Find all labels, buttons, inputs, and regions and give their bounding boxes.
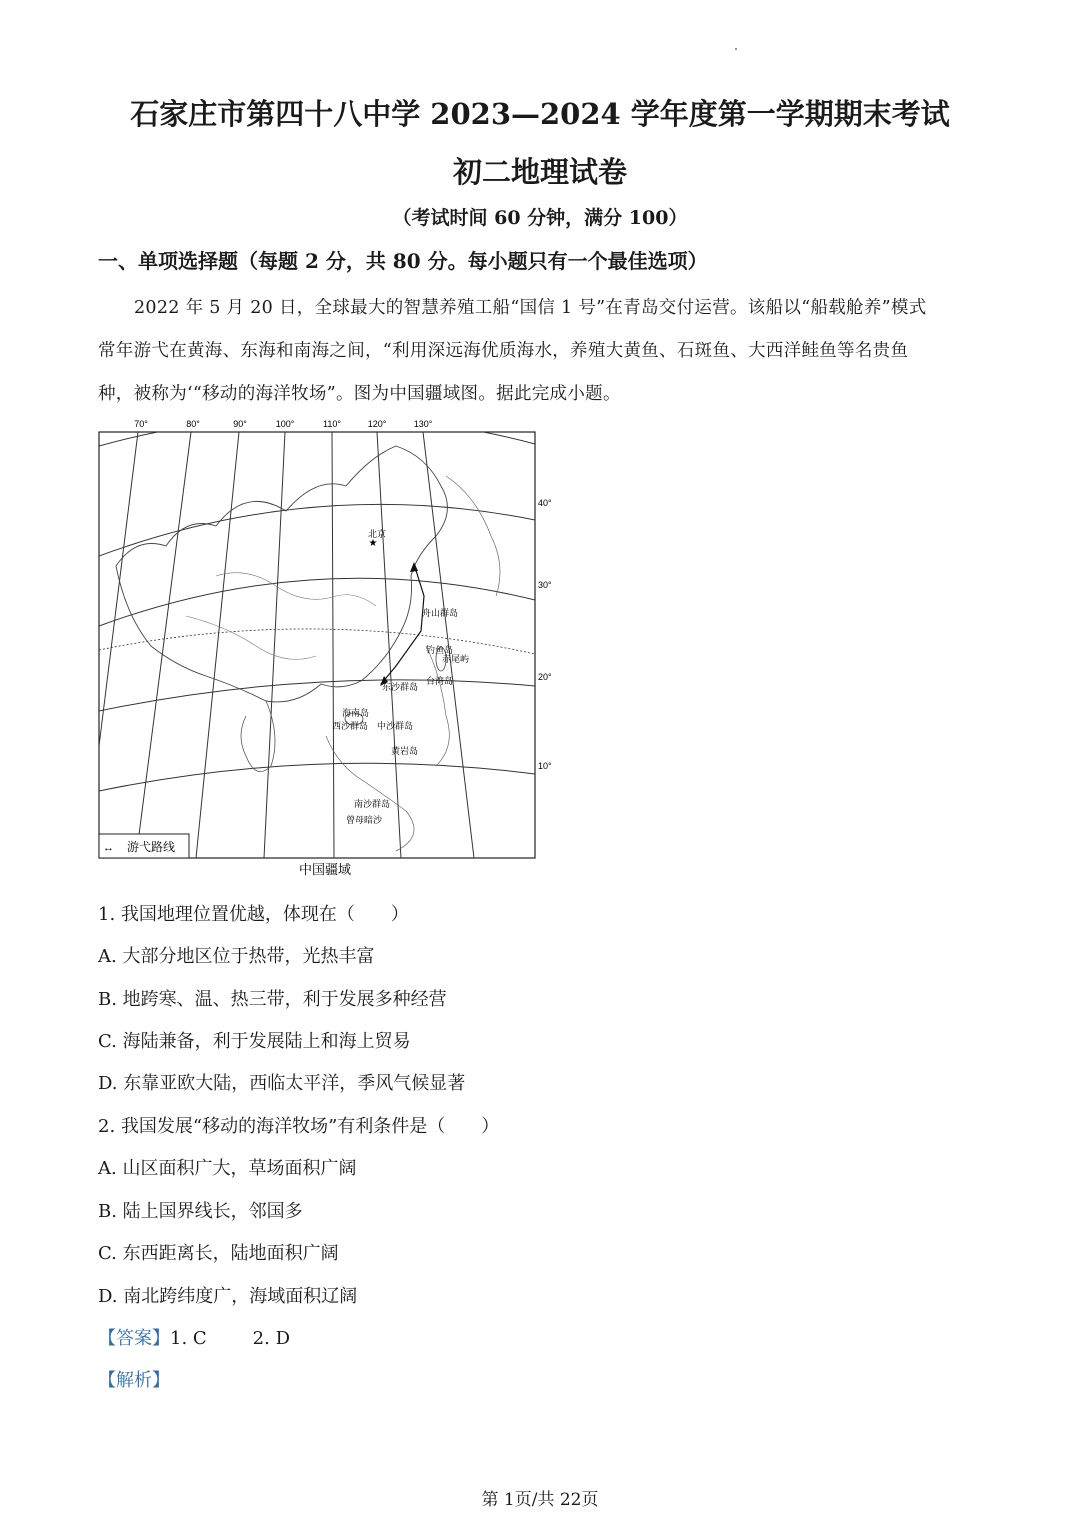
china-territory-map (96, 416, 552, 884)
lat-label-30: 30° (538, 580, 552, 590)
question-2-option-a: A. 山区面积广大，草场面积广阔 (98, 1158, 357, 1179)
place-huangyan: 黄岩岛 (391, 746, 419, 756)
lat-label-10: 10° (538, 761, 552, 771)
intro-line-1: 2022 年 5 月 20 日，全球最大的智慧养殖工船“国信 1 号”在青岛交付运营。该船以“船载舱养”模式 (134, 298, 927, 318)
intro-passage (98, 287, 982, 416)
question-2-option-c: C. 东西距离长，陆地面积广阔 (98, 1243, 339, 1264)
place-zengmu: 曾母暗沙 (346, 815, 383, 825)
exam-title: 石家庄市第四十八中学 2023—2024 学年度第一学期期末考试 (130, 97, 950, 131)
beijing-star-icon: ★ (368, 538, 378, 549)
intro-line-2: 常年游弋在黄海、东海和南海之间，“利用深远海优质海水，养殖大黄鱼、石斑鱼、大西洋鲑鱼等名贵鱼 (98, 341, 909, 361)
lat-label-20: 20° (538, 672, 552, 682)
map-frame (99, 432, 535, 858)
lon-label-110: 110° (323, 419, 341, 429)
lon-label-90: 90° (233, 419, 247, 429)
answer-tag: 【答案】 (98, 1328, 170, 1349)
lat-label-40: 40° (538, 498, 552, 508)
analysis-tag: 【解析】 (98, 1370, 170, 1391)
question-1-option-d: D. 东靠亚欧大陆，西临太平洋，季风气候显著 (98, 1073, 466, 1094)
place-hainan: 海南岛 (342, 708, 370, 718)
question-1-stem: 1. 我国地理位置优越，体现在（ ） (98, 904, 409, 925)
exam-info: （考试时间 60 分钟，满分 100） (392, 207, 688, 229)
question-2-stem: 2. 我国发展“移动的海洋牧场”有利条件是（ ） (98, 1116, 500, 1137)
lon-label-80: 80° (186, 419, 200, 429)
section-heading: 一、单项选择题（每题 2 分，共 80 分。每小题只有一个最佳选项） (98, 249, 708, 273)
place-nansha: 南沙群岛 (354, 799, 391, 809)
intro-line-3: 种，被称为‘“移动的海洋牧场”。图为中国疆域图。据此完成小题。 (98, 384, 621, 404)
question-1-option-a: A. 大部分地区位于热带，光热丰富 (98, 946, 375, 967)
question-1-option-b: B. 地跨寒、温、热三带，利于发展多种经营 (98, 989, 447, 1010)
place-taiwan: 台湾岛 (426, 676, 454, 686)
speck-mark (735, 48, 737, 50)
answer-1: 1. C (170, 1328, 207, 1349)
lon-label-100: 100° (275, 419, 295, 429)
lon-label-130: 130° (413, 419, 433, 429)
place-diaoyu: 钓鱼岛 (426, 645, 454, 655)
lon-label-70: 70° (134, 419, 148, 429)
question-2-option-d: D. 南北跨纬度广，海域面积辽阔 (98, 1286, 358, 1307)
place-chiwei: 赤尾屿 (442, 654, 470, 664)
page-number: 第 1页/共 22页 (481, 1490, 599, 1510)
answer-2: 2. D (252, 1328, 290, 1349)
map-caption: 中国疆域 (298, 862, 352, 877)
legend-label: 游弋路线 (127, 840, 176, 854)
analysis-line (98, 1366, 170, 1392)
exam-subtitle: 初二地理试卷 (452, 155, 627, 189)
place-beijing: 北京 (367, 529, 387, 539)
place-zhongsha: 中沙群岛 (377, 721, 414, 731)
place-zhoushan: 舟山群岛 (422, 608, 459, 618)
place-dongsha: 东沙群岛 (382, 682, 419, 692)
place-xisha: 西沙群岛 (332, 721, 369, 731)
question-1-option-c: C. 海陆兼备，利于发展陆上和海上贸易 (98, 1031, 411, 1052)
answer-line (98, 1324, 290, 1350)
question-2-option-b: B. 陆上国界线长，邻国多 (98, 1201, 303, 1222)
legend-arrow-icon: ↔ (103, 842, 114, 854)
lon-label-120: 120° (367, 419, 387, 429)
